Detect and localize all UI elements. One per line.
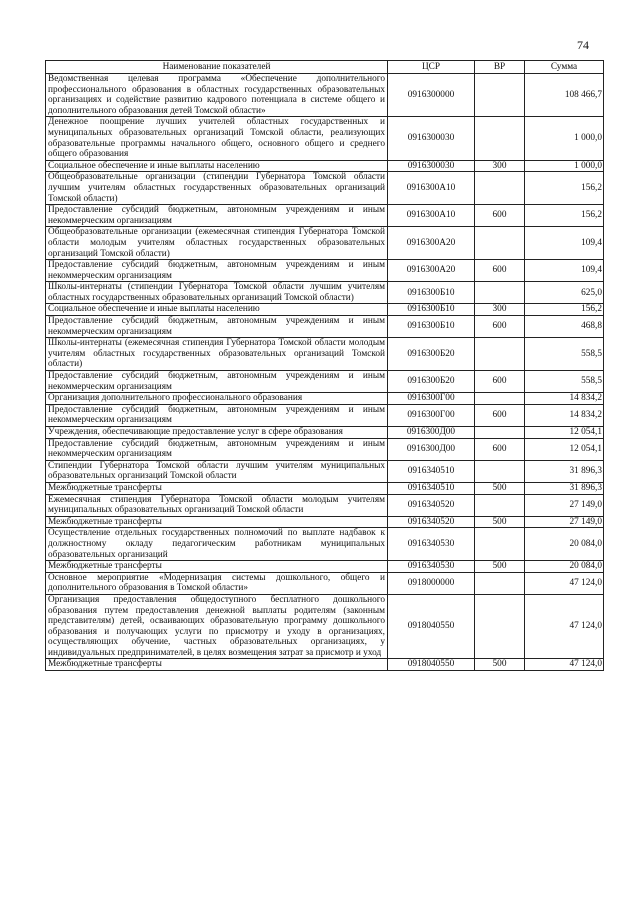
row-name-cell: Организация предоставления общедоступного бесплатного дошкольного образования путем предоставления денежной выплаты родителям (законным представителям) детей, осваивающих образовательную программу дошкольного образования и получающих услуги по присмотру и уходу в организациях, осуществляющих обучение, частных образовательных организациях, у индивидуальных предпринимателей, в целях возмещения затрат за присмотр и уход (46, 594, 388, 659)
row-name-cell: Ежемесячная стипендия Губернатора Томской области молодым учителям муниципальных образовательных организаций Томской области (46, 494, 388, 516)
row-csr-cell: 0916340530 (388, 528, 475, 561)
table-row (46, 404, 604, 426)
table-row (46, 572, 604, 594)
row-vr-cell: 500 (475, 659, 525, 671)
row-sum-cell: 27 149,0 (525, 494, 604, 516)
row-vr-cell (475, 594, 525, 659)
row-csr-cell: 0916300Б20 (388, 338, 475, 371)
table-row (46, 516, 604, 528)
row-name-cell: Общеобразовательные организации (ежемесячная стипендия Губернатора Томской области молодым учителям областных государственных образовательных организаций Томской области) (46, 227, 388, 260)
row-csr-cell: 0916340530 (388, 561, 475, 573)
row-vr-cell (475, 572, 525, 594)
row-csr-cell: 0916300А10 (388, 172, 475, 205)
table-row (46, 659, 604, 671)
table-row (46, 482, 604, 494)
row-sum-cell: 468,8 (525, 316, 604, 338)
row-name-cell: Организация дополнительного профессионального образования (46, 393, 388, 405)
header-sum: Сумма (525, 61, 604, 74)
row-name-cell: Школы-интернаты (ежемесячная стипендия Губернатора Томской области молодым учителям областных государственных образовательных организаций Томской области) (46, 338, 388, 371)
row-vr-cell: 600 (475, 205, 525, 227)
row-sum-cell: 625,0 (525, 282, 604, 304)
row-sum-cell: 20 084,0 (525, 561, 604, 573)
row-sum-cell: 156,2 (525, 205, 604, 227)
row-csr-cell: 0916340510 (388, 460, 475, 482)
row-sum-cell: 27 149,0 (525, 516, 604, 528)
table-row (46, 316, 604, 338)
row-sum-cell: 14 834,2 (525, 393, 604, 405)
row-csr-cell: 0916300Б20 (388, 371, 475, 393)
row-vr-cell (475, 74, 525, 117)
row-csr-cell: 0916300Д00 (388, 438, 475, 460)
row-vr-cell (475, 117, 525, 160)
row-csr-cell: 0916340520 (388, 516, 475, 528)
header-csr: ЦСР (388, 61, 475, 74)
header-vr: ВР (475, 61, 525, 74)
row-name-cell: Предоставление субсидий бюджетным, автономным учреждениям и иным некоммерческим организациям (46, 260, 388, 282)
row-name-cell: Основное мероприятие «Модернизация системы дошкольного, общего и дополнительного образования в Томской области» (46, 572, 388, 594)
row-name-cell: Межбюджетные трансферты (46, 561, 388, 573)
table-row (46, 160, 604, 172)
row-name-cell: Межбюджетные трансферты (46, 482, 388, 494)
row-sum-cell: 31 896,3 (525, 482, 604, 494)
row-sum-cell: 558,5 (525, 338, 604, 371)
row-vr-cell (475, 282, 525, 304)
row-csr-cell: 0916300А20 (388, 227, 475, 260)
table-row (46, 205, 604, 227)
row-name-cell: Стипендии Губернатора Томской области лучшим учителям муниципальных образовательных организаций Томской области (46, 460, 388, 482)
row-vr-cell: 600 (475, 438, 525, 460)
row-vr-cell (475, 427, 525, 439)
row-csr-cell: 0916300Б10 (388, 282, 475, 304)
row-name-cell: Денежное поощрение лучших учителей областных государственных и муниципальных образовательных организаций Томской области, реализующих образовательные программы начального общего, основного общего и среднего общего образования (46, 117, 388, 160)
budget-table (45, 60, 604, 671)
row-name-cell: Осуществление отдельных государственных полномочий по выплате надбавок к должностному окладу педагогическим работникам муниципальных образовательных организаций (46, 528, 388, 561)
row-vr-cell: 600 (475, 404, 525, 426)
row-csr-cell: 0918040550 (388, 659, 475, 671)
row-csr-cell: 0918000000 (388, 572, 475, 594)
row-csr-cell: 0916340510 (388, 482, 475, 494)
row-sum-cell: 20 084,0 (525, 528, 604, 561)
row-name-cell: Предоставление субсидий бюджетным, автономным учреждениям и иным некоммерческим организациям (46, 404, 388, 426)
row-name-cell: Межбюджетные трансферты (46, 516, 388, 528)
row-csr-cell: 0916340520 (388, 494, 475, 516)
table-row (46, 74, 604, 117)
row-sum-cell: 156,2 (525, 304, 604, 316)
row-sum-cell: 558,5 (525, 371, 604, 393)
row-vr-cell: 600 (475, 316, 525, 338)
row-csr-cell: 0916300А10 (388, 205, 475, 227)
table-row (46, 438, 604, 460)
table-row (46, 528, 604, 561)
table-row (46, 172, 604, 205)
row-csr-cell: 0916300000 (388, 74, 475, 117)
row-vr-cell: 600 (475, 260, 525, 282)
table-row (46, 338, 604, 371)
row-vr-cell: 500 (475, 516, 525, 528)
row-name-cell: Учреждения, обеспечивающие предоставление услуг в сфере образования (46, 427, 388, 439)
row-name-cell: Предоставление субсидий бюджетным, автономным учреждениям и иным некоммерческим организациям (46, 316, 388, 338)
row-sum-cell: 109,4 (525, 227, 604, 260)
row-sum-cell: 156,2 (525, 172, 604, 205)
table-row (46, 494, 604, 516)
row-csr-cell: 0916300Г00 (388, 393, 475, 405)
row-sum-cell: 47 124,0 (525, 594, 604, 659)
row-vr-cell: 300 (475, 160, 525, 172)
row-csr-cell: 0916300Д00 (388, 427, 475, 439)
row-vr-cell (475, 172, 525, 205)
row-sum-cell: 14 834,2 (525, 404, 604, 426)
table-body (46, 74, 604, 671)
row-sum-cell: 109,4 (525, 260, 604, 282)
row-vr-cell: 300 (475, 304, 525, 316)
table-row (46, 561, 604, 573)
row-csr-cell: 0916300Г00 (388, 404, 475, 426)
row-csr-cell: 0916300А20 (388, 260, 475, 282)
row-sum-cell: 47 124,0 (525, 659, 604, 671)
table-row (46, 117, 604, 160)
row-sum-cell: 108 466,7 (525, 74, 604, 117)
row-csr-cell: 0916300030 (388, 117, 475, 160)
row-csr-cell: 0918040550 (388, 594, 475, 659)
row-sum-cell: 12 054,1 (525, 427, 604, 439)
row-vr-cell: 500 (475, 561, 525, 573)
table-row (46, 594, 604, 659)
row-name-cell: Предоставление субсидий бюджетным, автономным учреждениям и иным некоммерческим организациям (46, 205, 388, 227)
row-vr-cell (475, 528, 525, 561)
row-sum-cell: 1 000,0 (525, 117, 604, 160)
header-row (46, 61, 604, 74)
row-vr-cell (475, 338, 525, 371)
row-vr-cell (475, 227, 525, 260)
table-row (46, 460, 604, 482)
row-name-cell: Предоставление субсидий бюджетным, автономным учреждениям и иным некоммерческим организациям (46, 438, 388, 460)
table-row (46, 227, 604, 260)
table-row (46, 427, 604, 439)
table-header (46, 61, 604, 74)
row-vr-cell (475, 494, 525, 516)
table-row (46, 371, 604, 393)
row-sum-cell: 47 124,0 (525, 572, 604, 594)
row-name-cell: Школы-интернаты (стипендии Губернатора Томской области лучшим учителям областных государственных образовательных организаций Томской области) (46, 282, 388, 304)
row-name-cell: Социальное обеспечение и иные выплаты населению (46, 160, 388, 172)
table-row (46, 304, 604, 316)
row-name-cell: Межбюджетные трансферты (46, 659, 388, 671)
row-vr-cell: 600 (475, 371, 525, 393)
table-row (46, 393, 604, 405)
row-csr-cell: 0916300Б10 (388, 304, 475, 316)
page-number: 74 (577, 38, 589, 52)
table-row (46, 282, 604, 304)
row-sum-cell: 1 000,0 (525, 160, 604, 172)
row-csr-cell: 0916300Б10 (388, 316, 475, 338)
row-name-cell: Предоставление субсидий бюджетным, автономным учреждениям и иным некоммерческим организациям (46, 371, 388, 393)
row-name-cell: Социальное обеспечение и иные выплаты населению (46, 304, 388, 316)
row-name-cell: Ведомственная целевая программа «Обеспечение дополнительного профессионального образования в областных государственных образовательных организациях и содействие развитию кадрового потенциала в системе общего и дополнительного образования детей Томской области» (46, 74, 388, 117)
row-name-cell: Общеобразовательные организации (стипендии Губернатора Томской области лучшим учителям областных государственных образовательных организаций Томской области) (46, 172, 388, 205)
row-vr-cell (475, 393, 525, 405)
header-name: Наименование показателей (46, 61, 388, 74)
row-sum-cell: 31 896,3 (525, 460, 604, 482)
row-sum-cell: 12 054,1 (525, 438, 604, 460)
row-csr-cell: 0916300030 (388, 160, 475, 172)
row-vr-cell: 500 (475, 482, 525, 494)
table-row (46, 260, 604, 282)
row-vr-cell (475, 460, 525, 482)
